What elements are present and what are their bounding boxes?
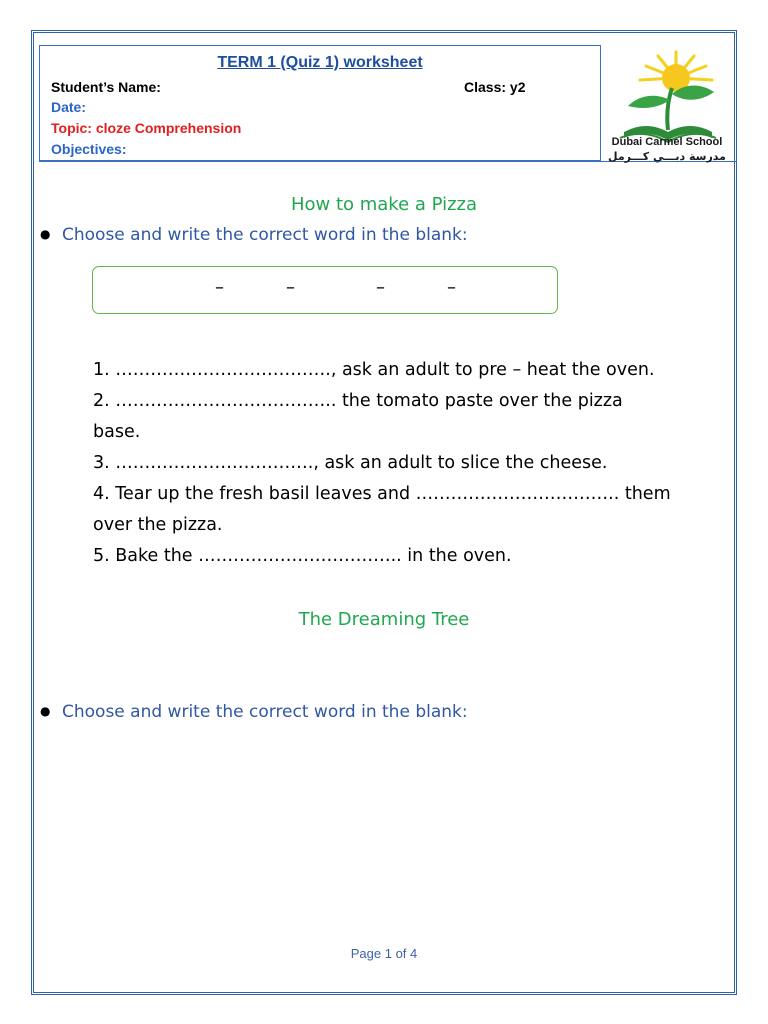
school-name-arabic: مدرسة دبـــي كـــرمل <box>608 150 726 163</box>
worksheet-title: TERM 1 (Quiz 1) worksheet <box>217 54 423 71</box>
section-title-pizza: How to make a Pizza <box>290 194 478 215</box>
student-name-label: Student’s Name: <box>51 79 161 95</box>
instruction-text-1: Choose and write the correct word in the blank: <box>62 225 468 245</box>
question-2-continued: base. <box>93 422 141 442</box>
instruction-2 <box>40 702 468 722</box>
question-5: 5. Bake the …………………………….. in the oven. <box>93 546 512 566</box>
page-number: Page 1 of 4 <box>350 946 418 961</box>
instruction-text-2: Choose and write the correct word in the blank: <box>62 702 468 722</box>
objectives-label: Objectives: <box>51 141 127 157</box>
word-bank-word: – <box>376 277 385 298</box>
page-border <box>31 30 737 995</box>
word-bank-word: – <box>286 277 295 298</box>
question-2: 2. ……………………………….. the tomato paste over the pizza <box>93 391 623 411</box>
question-1: 1. ………………………………., ask an adult to pre – heat the oven. <box>93 360 655 380</box>
word-bank-box <box>92 266 558 314</box>
bullet-icon: ● <box>40 227 51 241</box>
question-4: 4. Tear up the fresh basil leaves and …………………………….. them <box>93 484 671 504</box>
instruction-1 <box>40 225 468 245</box>
word-bank-word: – <box>447 277 456 298</box>
question-3: 3. ……………………………., ask an adult to slice the cheese. <box>93 453 608 473</box>
school-name-english: Dubai Carmel School <box>611 136 723 148</box>
section-title-dreaming-tree: The Dreaming Tree <box>298 609 470 630</box>
date-label: Date: <box>51 99 87 115</box>
question-4-continued: over the pizza. <box>93 515 223 535</box>
topic-label: Topic: cloze Comprehension <box>51 120 242 136</box>
word-bank-word: – <box>215 277 224 298</box>
bullet-icon: ● <box>40 704 51 718</box>
worksheet-header <box>39 45 601 161</box>
class-label: Class: y2 <box>464 79 526 95</box>
